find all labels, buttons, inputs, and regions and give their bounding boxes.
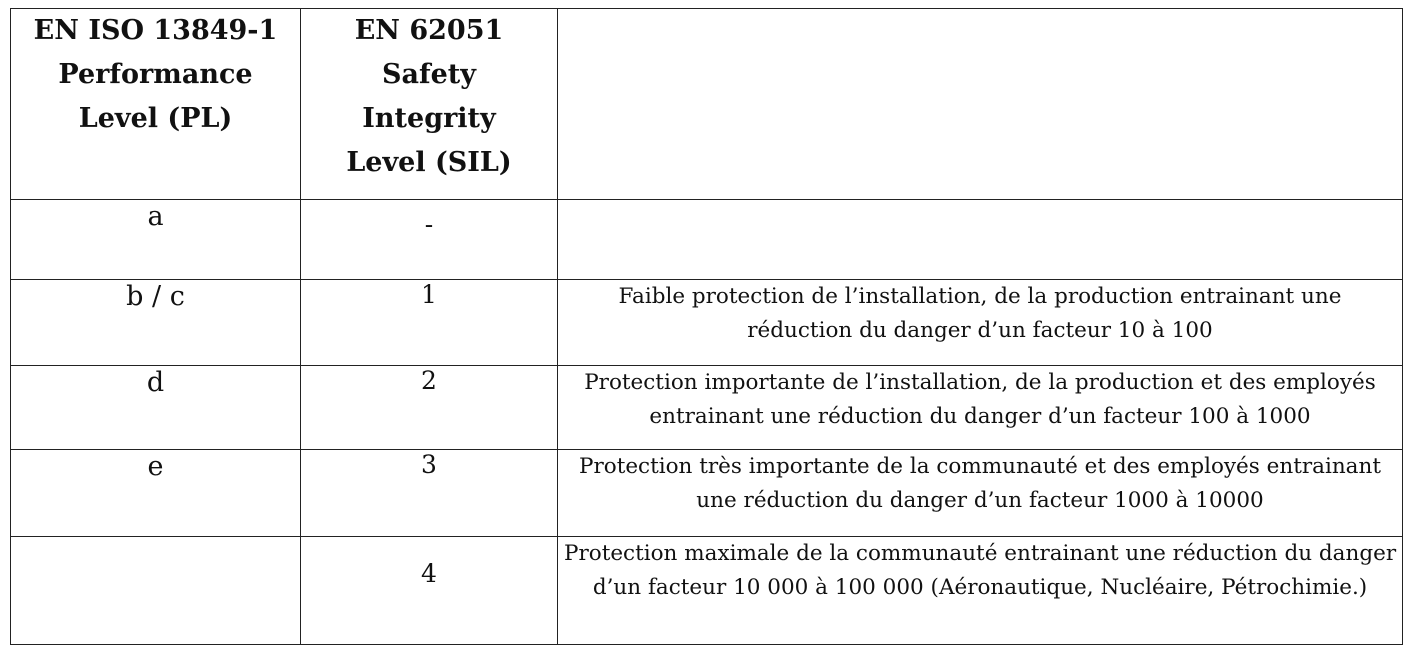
sil-cell: 1 [301,280,558,366]
sil-cell: - [301,200,558,280]
description-line: Protection très importante de la communauté et des employés entrainant [579,454,1381,479]
table-row [11,200,1403,280]
description-line: réduction du danger d’un facteur 10 à 100 [747,318,1213,343]
header-sil-line: Integrity [362,103,496,134]
description-line: Faible protection de l’installation, de la production entrainant une [618,284,1342,309]
pl-cell: e [11,450,301,537]
table-row [11,366,1403,450]
description-cell [558,537,1403,645]
safety-levels-table [10,8,1403,645]
header-sil-line: Level (SIL) [346,147,512,178]
sil-cell: 3 [301,450,558,537]
description-cell [558,280,1403,366]
pl-cell: d [11,366,301,450]
header-sil-line: EN 62051 [354,15,504,46]
description-cell [558,450,1403,537]
table-row [11,450,1403,537]
description-line: d’un facteur 10 000 à 100 000 (Aéronautique, Nucléaire, Pétrochimie.) [592,575,1368,600]
sil-cell: 4 [301,537,558,645]
header-pl [11,9,301,200]
header-pl-line: Level (PL) [78,103,233,134]
pl-cell [11,537,301,645]
description-line: entrainant une réduction du danger d’un facteur 100 à 1000 [649,404,1311,429]
header-pl-line: EN ISO 13849-1 [33,15,278,46]
pl-cell: a [11,200,301,280]
description-line: Protection importante de l’installation, de la production et des employés [584,370,1376,395]
header-sil-line: Safety [382,59,476,90]
table-row [11,280,1403,366]
description-cell [558,366,1403,450]
pl-cell: b / c [11,280,301,366]
description-line: Protection maximale de la communauté entrainant une réduction du danger [564,541,1397,566]
header-pl-line: Performance [58,59,253,90]
header-row [11,9,1403,200]
description-cell [558,200,1403,280]
table-row [11,537,1403,645]
sil-cell: 2 [301,366,558,450]
header-sil [301,9,558,200]
header-description [558,9,1403,200]
description-line: une réduction du danger d’un facteur 1000 à 10000 [696,488,1264,513]
